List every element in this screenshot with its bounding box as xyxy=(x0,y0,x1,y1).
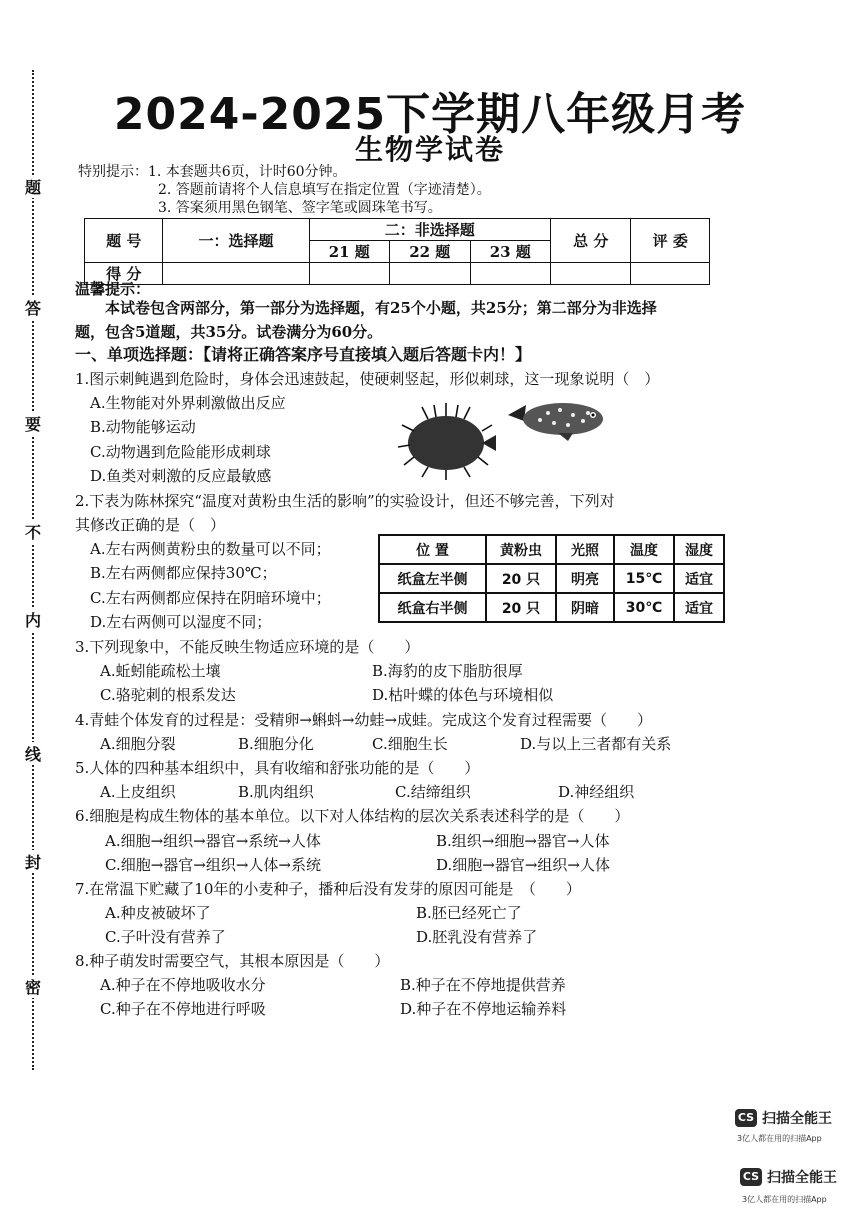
binding-char: 答 xyxy=(22,296,44,319)
scanner-logo-sub: 3亿人都在用的扫描App xyxy=(742,1195,827,1204)
score-header-q22: 22 题 xyxy=(390,241,471,263)
exp-cell: 30℃ xyxy=(614,593,674,622)
inflated-fish-icon xyxy=(398,403,496,480)
score-cell[interactable] xyxy=(551,263,631,285)
score-cell[interactable] xyxy=(631,263,710,285)
notice-item: 1. 本套题共6页，计时60分钟。 xyxy=(148,164,347,180)
exp-header: 温度 xyxy=(614,535,674,564)
score-header-total: 总 分 xyxy=(551,219,631,263)
table-row xyxy=(379,564,724,593)
score-header-part2: 二：非选择题 xyxy=(309,219,551,241)
question-option: D.神经组织 xyxy=(558,783,635,801)
score-table xyxy=(84,218,710,285)
scanner-logo-name: 扫描全能王 xyxy=(762,1111,832,1127)
score-cell[interactable] xyxy=(309,263,390,285)
question-stem: 2.下表为陈林探究“温度对黄粉虫生活的影响”的实验设计，但还不够完善，下列对 xyxy=(75,492,615,510)
experiment-table xyxy=(378,534,725,623)
question-option: C.动物遇到危险能形成刺球 xyxy=(90,443,271,461)
question-option: D.细胞→器官→组织→人体 xyxy=(436,856,610,874)
question-option: B.动物能够运动 xyxy=(90,418,196,436)
cs-logo-icon: CS xyxy=(740,1168,762,1186)
score-cell[interactable] xyxy=(163,263,309,285)
question-option: A.细胞→组织→器官→系统→人体 xyxy=(105,832,321,850)
score-header-q21: 21 题 xyxy=(309,241,390,263)
question-stem: 8.种子萌发时需要空气，其根本原因是（ ） xyxy=(75,952,390,970)
question-option: A.细胞分裂 xyxy=(100,735,176,753)
question-option: B.左右两侧都应保持30℃； xyxy=(90,564,277,582)
score-header-question-no: 题 号 xyxy=(85,219,163,263)
question-option: D.鱼类对刺激的反应最敏感 xyxy=(90,467,272,485)
question-option: B.胚已经死亡了 xyxy=(416,904,522,922)
question-option: A.蚯蚓能疏松土壤 xyxy=(100,662,221,680)
score-cell[interactable] xyxy=(390,263,471,285)
question-option: D.与以上三者都有关系 xyxy=(520,735,672,753)
warm-line: 题，包含5道题，共35分。试卷满分为60分。 xyxy=(75,323,383,341)
question-option: C.细胞→器官→组织→人体→系统 xyxy=(105,856,321,874)
question-stem: 6.细胞是构成生物体的基本单位。以下对人体结构的层次关系表述科学的是（ ） xyxy=(75,807,630,825)
binding-char: 要 xyxy=(22,412,44,435)
exp-cell: 20 只 xyxy=(486,593,556,622)
scanner-logo-name: 扫描全能王 xyxy=(767,1170,837,1186)
question-option: A.左右两侧黄粉虫的数量可以不同； xyxy=(90,540,331,558)
exp-cell: 阴暗 xyxy=(556,593,614,622)
binding-dotted-line xyxy=(32,70,34,1070)
question-stem: 其修改正确的是（ ） xyxy=(75,516,226,534)
exp-header: 黄粉虫 xyxy=(486,535,556,564)
notice-label: 特别提示： xyxy=(78,164,148,180)
section1-heading: 一、单项选择题：【请将正确答案序号直接填入题后答题卡内！】 xyxy=(75,345,532,364)
binding-char: 不 xyxy=(22,520,44,543)
question-option: B.肌肉组织 xyxy=(238,783,314,801)
exp-cell: 纸盒左半侧 xyxy=(379,564,486,593)
question-stem: 1.图示刺鲀遇到危险时，身体会迅速鼓起，使硬刺竖起，形似刺球，这一现象说明（ ） xyxy=(75,370,660,388)
question-option: B.组织→细胞→器官→人体 xyxy=(436,832,610,850)
porcupinefish-illustration xyxy=(398,395,613,480)
question-option: A.种皮被破坏了 xyxy=(105,904,211,922)
score-cell[interactable] xyxy=(470,263,551,285)
special-notice xyxy=(78,163,491,217)
scanner-logo-sub: 3亿人都在用的扫描App xyxy=(737,1134,822,1143)
exp-header: 光照 xyxy=(556,535,614,564)
exam-subtitle: 生物学试卷 xyxy=(354,133,505,166)
exp-cell: 20 只 xyxy=(486,564,556,593)
binding-char: 密 xyxy=(22,975,44,998)
scanner-logo xyxy=(740,1167,837,1187)
exp-cell: 明亮 xyxy=(556,564,614,593)
cs-logo-icon: CS xyxy=(735,1109,757,1127)
question-option: A.生物能对外界刺激做出反应 xyxy=(90,394,286,412)
question-stem: 3.下列现象中，不能反映生物适应环境的是（ ） xyxy=(75,638,420,656)
exp-cell: 适宜 xyxy=(674,564,724,593)
question-option: A.上皮组织 xyxy=(100,783,176,801)
question-option: C.结缔组织 xyxy=(395,783,471,801)
notice-item: 3. 答案须用黑色钢笔、签字笔或圆珠笔书写。 xyxy=(158,200,442,216)
question-option: C.左右两侧都应保持在阴暗环境中； xyxy=(90,589,331,607)
notice-item: 2. 答题前请将个人信息填写在指定位置（字迹清楚）。 xyxy=(158,182,491,198)
fish-icon xyxy=(508,403,603,441)
question-stem: 5.人体的四种基本组织中，具有收缩和舒张功能的是（ ） xyxy=(75,759,480,777)
question-option: B.细胞分化 xyxy=(238,735,314,753)
question-option: C.骆驼刺的根系发达 xyxy=(100,686,236,704)
question-option: D.左右两侧可以湿度不同； xyxy=(90,613,272,631)
binding-char: 内 xyxy=(22,608,44,631)
table-row xyxy=(379,593,724,622)
exp-header: 位 置 xyxy=(379,535,486,564)
question-option: D.种子在不停地运输养料 xyxy=(400,1000,567,1018)
warm-line: 本试卷包含两部分，第一部分为选择题，有25个小题，共25分；第二部分为非选择 xyxy=(105,299,657,317)
score-header-reviewer: 评 委 xyxy=(631,219,710,263)
binding-char: 线 xyxy=(22,742,44,765)
question-option: C.种子在不停地进行呼吸 xyxy=(100,1000,266,1018)
question-option: C.子叶没有营养了 xyxy=(105,928,226,946)
exp-cell: 15℃ xyxy=(614,564,674,593)
exam-title: 2024-2025下学期八年级月考 xyxy=(113,89,747,140)
question-option: A.种子在不停地吸收水分 xyxy=(100,976,266,994)
binding-char: 封 xyxy=(22,850,44,873)
question-option: B.种子在不停地提供营养 xyxy=(400,976,566,994)
question-option: B.海豹的皮下脂肪很厚 xyxy=(372,662,523,680)
score-header-q23: 23 题 xyxy=(470,241,551,263)
scanner-logo xyxy=(735,1108,832,1128)
binding-char: 题 xyxy=(22,175,44,198)
score-header-part1: 一：选择题 xyxy=(163,219,309,263)
exp-cell: 纸盒右半侧 xyxy=(379,593,486,622)
exp-cell: 适宜 xyxy=(674,593,724,622)
question-option: C.细胞生长 xyxy=(372,735,448,753)
question-option: D.枯叶蝶的体色与环境相似 xyxy=(372,686,554,704)
score-row-label: 得 分 xyxy=(85,263,163,285)
warm-title: 温馨提示： xyxy=(75,280,151,298)
question-stem: 4.青蛙个体发育的过程是：受精卵→蝌蚪→幼蛙→成蛙。完成这个发育过程需要（ ） xyxy=(75,711,653,729)
question-stem: 7.在常温下贮藏了10年的小麦种子，播种后没有发芽的原因可能是 （ ） xyxy=(75,880,581,898)
exp-header: 湿度 xyxy=(674,535,724,564)
warm-text xyxy=(75,296,725,344)
question-option: D.胚乳没有营养了 xyxy=(416,928,538,946)
